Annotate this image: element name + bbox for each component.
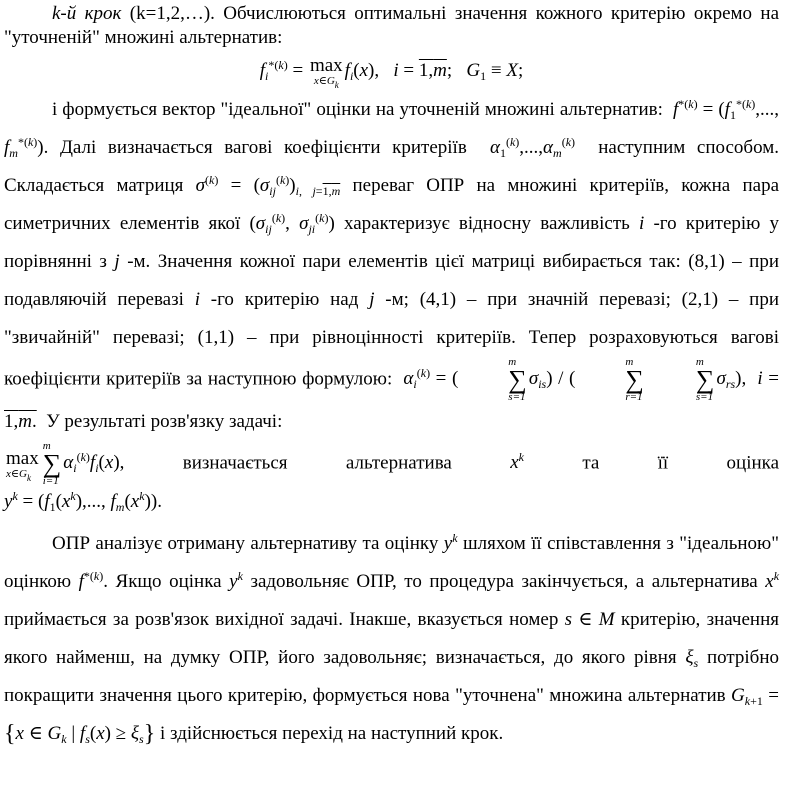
formula-ideal-vector: $f^{*(k)} = (f_1^{*(k)}$,..., $f_m^{*(k)}$) xyxy=(4,97,780,160)
text-next-step: і здійснюється перехід на наступний крок. xyxy=(160,723,504,744)
text-otherwise: приймається за розв'язок вихідної задачі. Інакше, вказується номер xyxy=(4,609,559,630)
formula-sigma-pair: ($\sigma_{ij}^{(k)}$, $\sigma_{ji}^{(k)}$) xyxy=(249,211,335,236)
formula-xi-s: $\xi_s$ xyxy=(685,647,699,670)
formula-yk-inline: $y^k$ xyxy=(443,531,458,554)
text-comparison: -го критерію у порівнянні з xyxy=(4,213,780,272)
text-weight-formula: -м; (4,1) – при значній перевазі; (2,1) – при "звичайній" перевазі; (1,1) – при рівноцінності критеріїв. Тепер розраховуються вагові коефіцієнти критеріїв за наступною формулою: xyxy=(4,289,780,390)
formula-yk-inline-2: $y^k$ xyxy=(229,569,243,592)
formula-g-next: $G_{k+1} = \{x$ ∈ $G_k$ | $f_s(x) \ge \xi_s$} xyxy=(4,685,780,747)
paragraph-analysis xyxy=(4,525,779,753)
text-new-set: потрібно покращити значення цього критерію, формується нова "уточнена" множина альтернатив xyxy=(4,647,780,706)
text-procedure-ends: задовольняє ОПР, то процедура закінчується, а альтернатива xyxy=(250,571,758,592)
formula-sigma-matrix: $\sigma^{(k)} = (\sigma_{ij}^{(k)})_{i, j=1,m}$ xyxy=(195,173,341,198)
formula-xk: $x^k$ xyxy=(510,450,524,474)
step-heading: k-й крок xyxy=(52,3,122,24)
text-level: критерію, значення якого найменш, на думку ОПР, його задовольняє; визначається, до якого рівня xyxy=(4,609,779,668)
text-determined: визначається xyxy=(182,452,288,474)
text-weights: . Далі визначається вагові коефіцієнти критеріїв xyxy=(43,137,467,158)
text-preferences: переваг ОПР на множині критеріїв, кожна пара симетричних елементів якої xyxy=(4,175,779,234)
formula-yk: $y^k = (f_1(x^k)$,..., $f_m(x^k)$). xyxy=(4,489,162,514)
text-pair-values: -м. Значення кожної пари елементів цієї матриці вибирається так: (8,1) – при подавляючій перевазі xyxy=(4,251,779,310)
paragraph-step xyxy=(4,2,779,50)
text-importance: характеризує відносну важливість xyxy=(343,213,630,234)
text-comparison-ideal: шляхом її співставлення з "ідеальною" оцінкою xyxy=(4,533,780,592)
intro-text: Обчислюються оптимальні значення кожного критерію окремо на "уточненій" множині альтернатив: xyxy=(4,3,780,48)
paragraph-yk xyxy=(4,487,779,517)
text-matrix: наступним способом. Складається матриця xyxy=(4,137,780,196)
formula-f-ideal: $f^{*(k)}$ xyxy=(78,569,104,592)
paragraph-weights: і формується вектор "ідеальної" оцінки на уточненій множині альтернатив: $f^{*(k)} = (f_1^{*(k)}$,..., $f_m^{*(k)}$). Далі визначається вагові коефіцієнти критеріїв $\alpha_1^{(k)},...,\alpha_m^{(k)}$ наступним способом. Складається матриця $\sigma^{(k)} = (\sigma_{ij}^{(k)})_{i, j=1,m}$ переваг ОПР на множині критеріїв, кожна пара симетричних елементів якої ($\sigma_{ij}^{(k)}$, $\sigma_{ji}^{(k)}$) характеризує відносну важливість i -го критерію у порівнянні з j -м. Значення кожної пари елементів цієї матриці вибирається так: (8,1) – при подавляючій перевазі i -го критерію над j -м; (4,1) – при значній перевазі; (2,1) – при "звичайній" перевазі; (1,1) – при рівноцінності критеріїв. Тепер розраховуються вагові коефіцієнти критеріїв за наступною формулою: $\alpha_i^{(k)}$ = ( m ∑ s=1 $\sigma_{is}$) / ( m ∑ r=1 m ∑ s=1 $\sigma_{rs}$), i = 1,m. У результаті розв'язку задачі: xyxy=(4,97,780,432)
paragraph-max-line xyxy=(4,441,779,487)
formula-s-in-m: s ∈ M xyxy=(564,609,615,630)
text-and: та xyxy=(582,452,600,474)
text-alternative: альтернатива xyxy=(345,452,452,474)
text-estimate: оцінка xyxy=(726,452,780,474)
text-over: -го критерію над xyxy=(210,289,359,310)
text-ideal-vector: і формується вектор "ідеальної" оцінки на уточненій множині альтернатив: xyxy=(52,99,663,120)
formula-optimal-values: $f_i^{*(k)}$ = max $x\in G_k$ $f_i(x)$, i = 1,m; $G_1 \equiv X$; xyxy=(259,55,524,90)
text-result: У результаті розв'язку задачі: xyxy=(46,411,283,432)
formula-xk-inline: $x^k$ xyxy=(765,569,780,592)
formula-max-sum: max $x\in G_k$ m ∑ i=1 $\alpha_i^{(k)}f_i(x)$, xyxy=(6,440,125,487)
text-its: її xyxy=(657,452,669,474)
formula-alpha-set: $\alpha_1^{(k)},...,\alpha_m^{(k)}$ xyxy=(489,135,576,160)
text-analysis: ОПР аналізує отриману альтернативу та оцінку xyxy=(52,533,439,554)
formula-alpha-weights: $\alpha_i^{(k)}$ = ( m ∑ s=1 $\sigma_{is}$) / ( m ∑ r=1 m ∑ s=1 $\sigma_{rs}$), i = 1,m. xyxy=(4,356,780,432)
text-if-estimate: . Якщо оцінка xyxy=(103,571,222,592)
step-range: (k=1,2,…). xyxy=(129,3,215,24)
